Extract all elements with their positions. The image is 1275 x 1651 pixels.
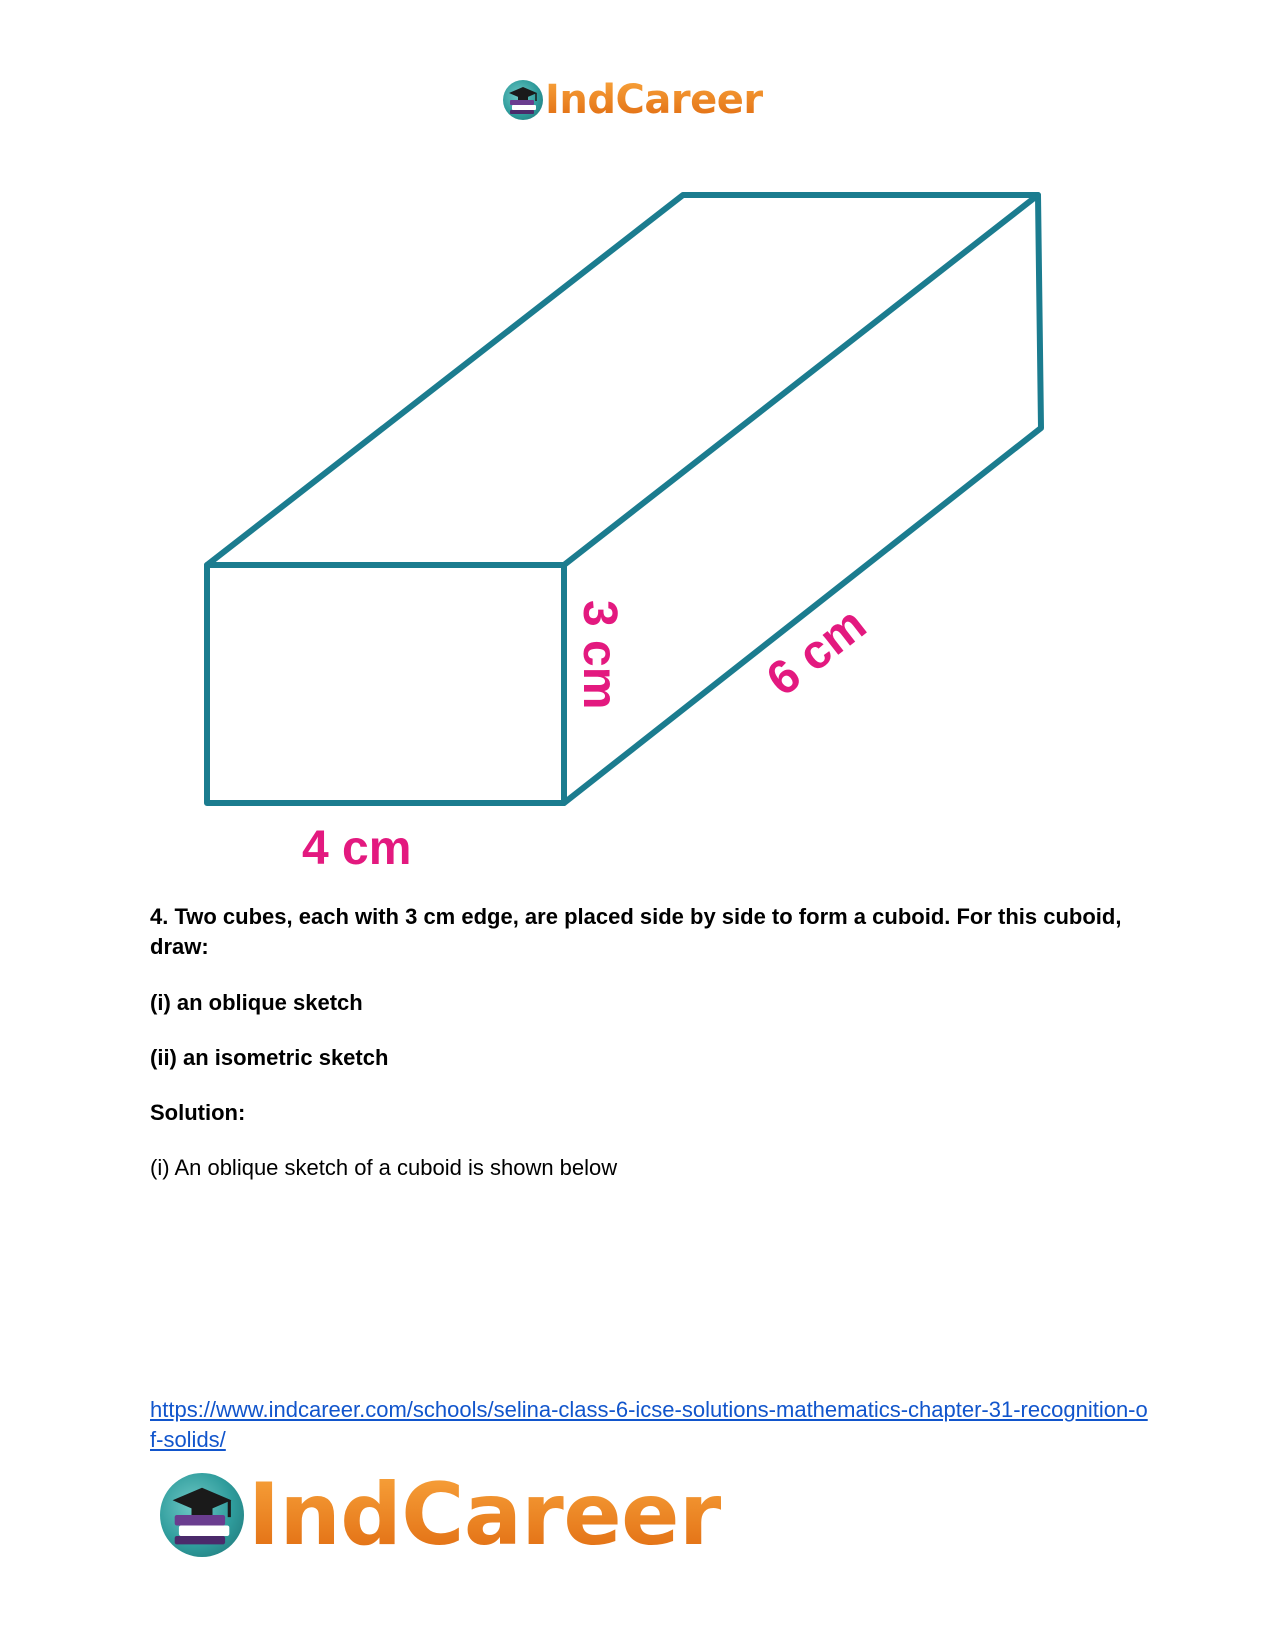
cuboid-side-face bbox=[564, 195, 1041, 803]
height-label: 3 cm bbox=[573, 600, 626, 710]
question-text: 4. Two cubes, each with 3 cm edge, are placed side by side to form a cuboid. For this cuboid, draw: bbox=[150, 904, 1122, 959]
logo-wordmark: IndCareer bbox=[248, 1465, 721, 1565]
question-part-i: (i) an oblique sketch bbox=[150, 990, 363, 1015]
solution-line: (i) An oblique sketch of a cuboid is shown below bbox=[150, 1155, 618, 1180]
source-link[interactable]: https://www.indcareer.com/schools/selina-class-6-icse-solutions-mathematics-chapter-31-recognition-of-solids/ bbox=[150, 1397, 1148, 1452]
graduation-cap-book-icon bbox=[160, 1473, 244, 1557]
cuboid-top-face bbox=[207, 195, 1038, 565]
footer-logo bbox=[160, 1465, 721, 1565]
solution-heading: Solution: bbox=[150, 1100, 246, 1125]
question-part-ii: (ii) an isometric sketch bbox=[150, 1045, 389, 1070]
cuboid-front-face bbox=[207, 565, 564, 803]
logo-wordmark: IndCareer bbox=[545, 77, 763, 123]
length-label: 6 cm bbox=[757, 597, 876, 707]
width-label: 4 cm bbox=[302, 822, 412, 875]
